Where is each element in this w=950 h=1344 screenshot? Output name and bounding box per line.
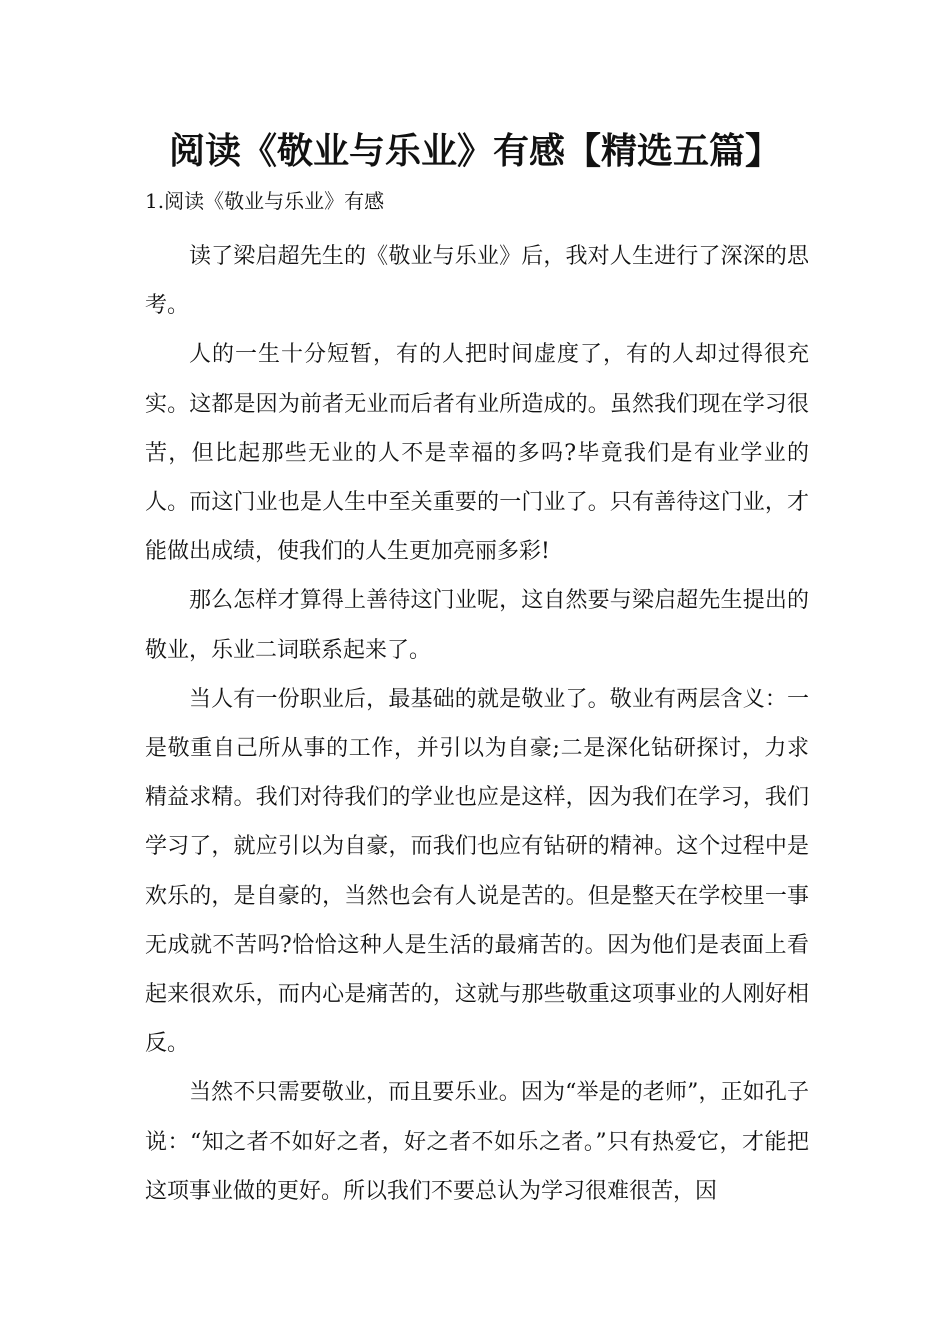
paragraph-1: 读了梁启超先生的《敬业与乐业》后，我对人生进行了深深的思考。 [145,244,809,319]
paragraph-3: 那么怎样才算得上善待这门业呢，这自然要与梁启超先生提出的敬业，乐业二词联系起来了。 [145,588,809,663]
paragraph-5: 当然不只需要敬业，而且要乐业。因为“举是的老师”，正如孔子说：“知之者不如好之者，好之者不如乐之者。”只有热爱它，才能把这项事业做的更好。所以我们不要总认为学习很难很苦，因 [145,1080,809,1204]
section-heading: 1.阅读《敬业与乐业》有感 [145,189,385,213]
paragraph-2: 人的一生十分短暂，有的人把时间虚度了，有的人却过得很充实。这都是因为前者无业而后者有业所造成的。虽然我们现在学习很苦，但比起那些无业的人不是幸福的多吗?毕竟我们是有业学业的人。而这门业也是人生中至关重要的一门业了。只有善待这门业，才能做出成绩，使我们的人生更加亮丽多彩! [145,342,809,565]
document-body [145,232,809,1216]
paragraph-4: 当人有一份职业后，最基础的就是敬业了。敬业有两层含义：一是敬重自己所从事的工作，并引以为自豪;二是深化钻研探讨，力求精益求精。我们对待我们的学业也应是这样，因为我们在学习，我们学习了，就应引以为自豪，而我们也应有钻研的精神。这个过程中是欢乐的，是自豪的，当然也会有人说是苦的。但是整天在学校里一事无成就不苦吗?恰恰这种人是生活的最痛苦的。因为他们是表面上看起来很欢乐，而内心是痛苦的，这就与那些敬重这项事业的人刚好相反。 [145,686,809,1057]
document-title: 阅读《敬业与乐业》有感【精选五篇】 [168,131,781,172]
